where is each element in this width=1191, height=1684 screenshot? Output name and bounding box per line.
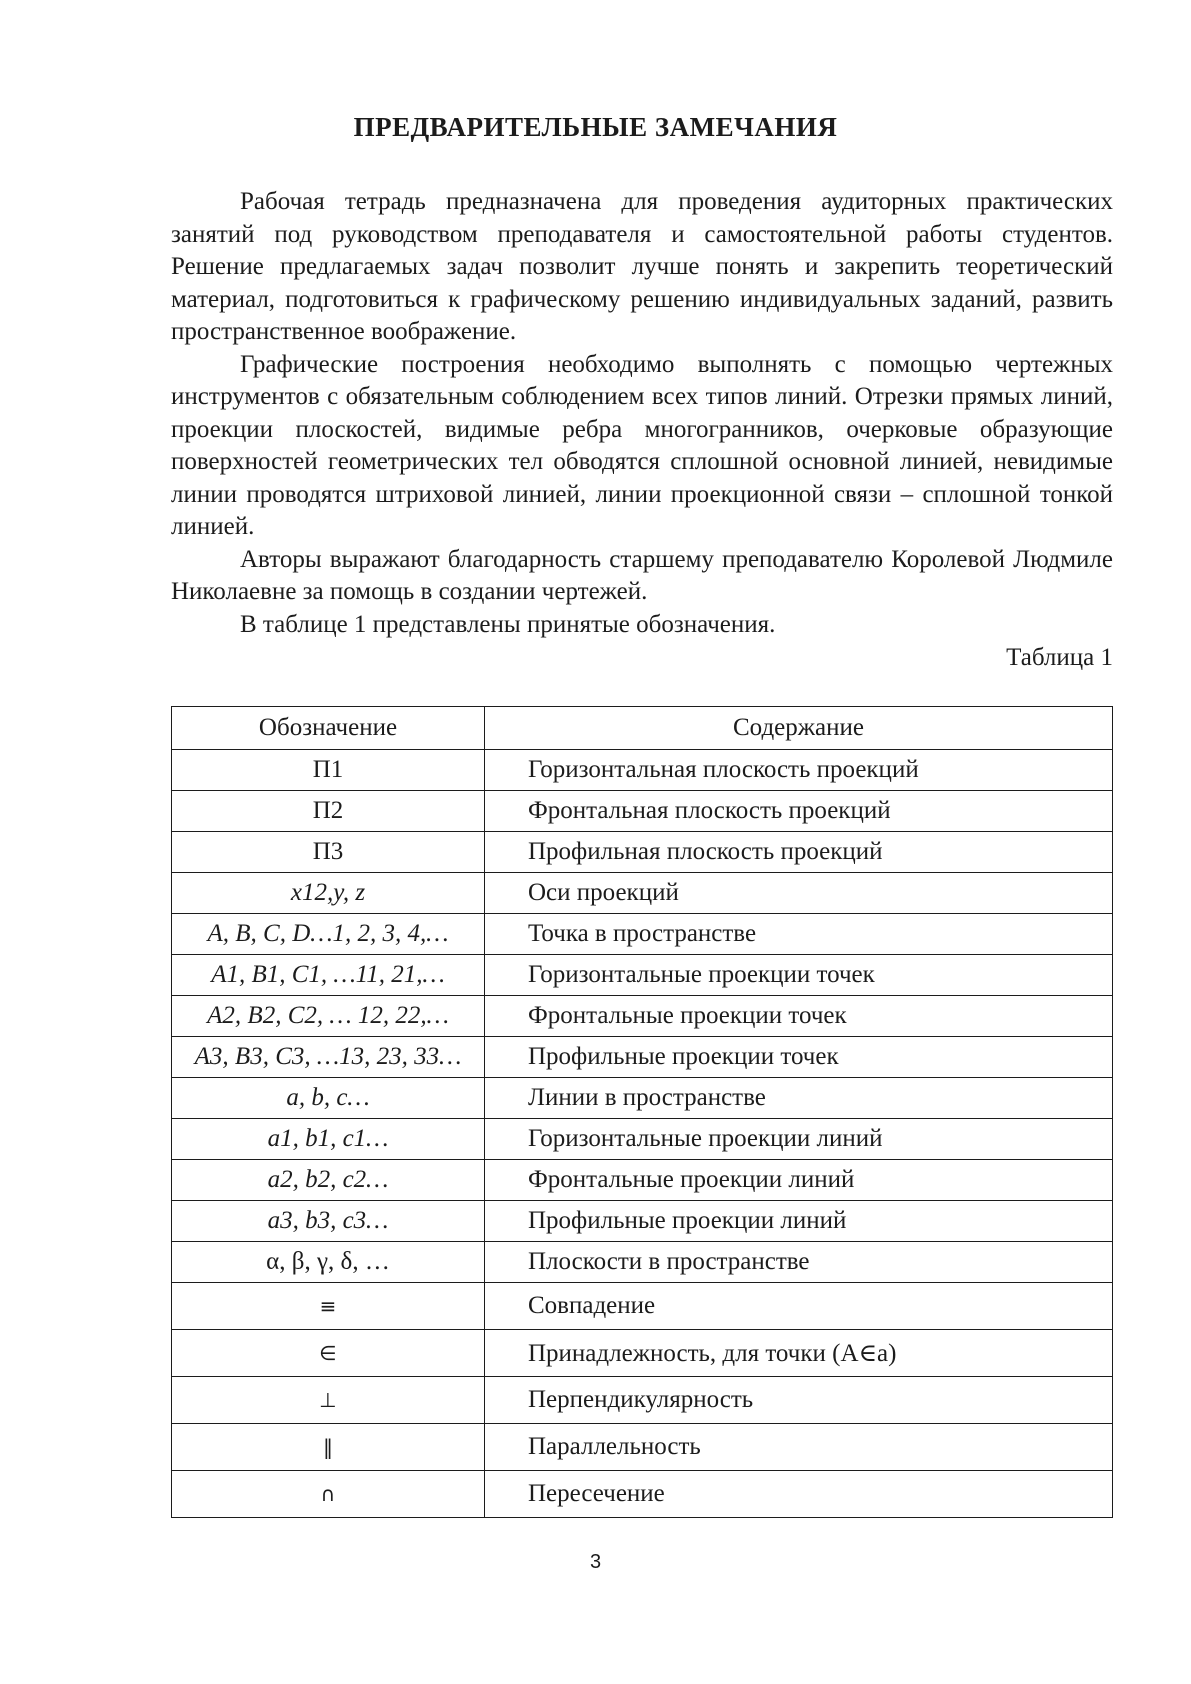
- table-row: [172, 1160, 1113, 1201]
- symbol-cell: [172, 750, 485, 791]
- table-row: [172, 955, 1113, 996]
- symbol-cell: [172, 1330, 485, 1377]
- symbol-text: ∈: [319, 1341, 337, 1365]
- table-row: [172, 1119, 1113, 1160]
- meaning-cell: Фронтальная плоскость проекций: [485, 791, 1113, 832]
- page-number: 3: [589, 1551, 602, 1573]
- symbol-cell: [172, 1471, 485, 1518]
- paragraph: Рабочая тетрадь предназначена для проведения аудиторных практических занятий под руководством преподавателя и самостоятельной работы студентов. Решение предлагаемых задач позволит лучше понять и закрепить теоретический материал, подготовиться к графическому решению индивидуальных заданий, развить пространственное воображение.: [171, 188, 1113, 345]
- symbol-text: П2: [312, 797, 344, 824]
- meaning-cell: Горизонтальные проекции линий: [485, 1119, 1113, 1160]
- meaning-cell: Параллельность: [485, 1424, 1113, 1471]
- symbol-text: ≡: [319, 1294, 337, 1318]
- table-row: [172, 1424, 1113, 1471]
- table-header-row: [172, 707, 1113, 750]
- symbol-text: a1, b1, c1…: [267, 1125, 389, 1152]
- table-row: [172, 1201, 1113, 1242]
- paragraph: В таблице 1 представлены принятые обозначения.: [240, 610, 776, 638]
- meaning-cell: Пересечение: [485, 1471, 1113, 1518]
- page-title: ПРЕДВАРИТЕЛЬНЫЕ ЗАМЕЧАНИЯ: [353, 112, 838, 142]
- meaning-cell: Фронтальные проекции линий: [485, 1160, 1113, 1201]
- symbol-cell: [172, 873, 485, 914]
- table-row: [172, 1471, 1113, 1518]
- table-row: [172, 1037, 1113, 1078]
- symbol-cell: [172, 1037, 485, 1078]
- table-row: [172, 791, 1113, 832]
- table-row: [172, 914, 1113, 955]
- symbol-cell: [172, 914, 485, 955]
- symbol-text: a3, b3, c3…: [267, 1207, 389, 1234]
- symbol-text: A2, B2, C2, … 12, 22,…: [207, 1002, 449, 1029]
- symbol-cell: [172, 791, 485, 832]
- meaning-cell: Линии в пространстве: [485, 1078, 1113, 1119]
- symbol-cell: [172, 1201, 485, 1242]
- symbol-text: x12,y, z: [290, 879, 366, 906]
- meaning-cell: Горизонтальная плоскость проекций: [485, 750, 1113, 791]
- symbol-cell: [172, 955, 485, 996]
- symbol-text: A1, B1, C1, …11, 21,…: [211, 961, 445, 988]
- header-meaning: Содержание: [485, 707, 1113, 750]
- symbol-text: П3: [312, 838, 344, 865]
- meaning-cell: Точка в пространстве: [485, 914, 1113, 955]
- symbol-cell: [172, 1242, 485, 1283]
- meaning-cell: Фронтальные проекции точек: [485, 996, 1113, 1037]
- meaning-cell: Принадлежность, для точки (A∈a): [485, 1330, 1113, 1377]
- table-row: [172, 1078, 1113, 1119]
- table-row: [172, 750, 1113, 791]
- paragraph: Графические построения необходимо выполнять с помощью чертежных инструментов с обязательным соблюдением всех типов линий. Отрезки прямых линий, проекции плоскостей, видимые ребра многогранников, очерковые образующие поверхностей геометрических тел обводятся сплошной основной линией, невидимые линии проводятся штриховой линией, линии проекционной связи – сплошной тонкой линией.: [171, 350, 1113, 540]
- symbol-text: ⊥: [319, 1388, 337, 1412]
- table-row: [172, 832, 1113, 873]
- meaning-cell: Профильные проекции точек: [485, 1037, 1113, 1078]
- symbol-cell: [172, 1283, 485, 1330]
- symbol-text: П1: [312, 756, 344, 783]
- symbol-text: a2, b2, c2…: [267, 1166, 389, 1193]
- meaning-cell: Совпадение: [485, 1283, 1113, 1330]
- header-symbol: Обозначение: [172, 707, 485, 750]
- symbol-cell: [172, 1160, 485, 1201]
- meaning-cell: Плоскости в пространстве: [485, 1242, 1113, 1283]
- meaning-cell: Горизонтальные проекции точек: [485, 955, 1113, 996]
- paragraph: Авторы выражают благодарность старшему преподавателю Королевой Людмиле Николаевне за помощь в создании чертежей.: [171, 545, 1113, 605]
- meaning-cell: Профильная плоскость проекций: [485, 832, 1113, 873]
- table-row: [172, 1242, 1113, 1283]
- table-row: [172, 873, 1113, 914]
- symbol-text: A, B, C, D…1, 2, 3, 4,…: [207, 920, 449, 947]
- table-body: [172, 750, 1113, 1518]
- symbol-cell: [172, 1377, 485, 1424]
- symbol-text: ‖: [323, 1435, 333, 1459]
- symbol-cell: [172, 996, 485, 1037]
- table-row: [172, 1330, 1113, 1377]
- symbol-cell: [172, 832, 485, 873]
- meaning-cell: Оси проекций: [485, 873, 1113, 914]
- table-row: [172, 996, 1113, 1037]
- table-row: [172, 1283, 1113, 1330]
- symbol-text: ∩: [320, 1482, 336, 1506]
- symbol-text: a, b, c…: [286, 1084, 370, 1111]
- intro-text: [171, 186, 1113, 641]
- table-caption: Таблица 1: [1006, 644, 1113, 671]
- meaning-cell: Профильные проекции линий: [485, 1201, 1113, 1242]
- symbol-text: α, β, γ, δ, …: [266, 1248, 390, 1275]
- meaning-cell: Перпендикулярность: [485, 1377, 1113, 1424]
- symbol-cell: [172, 1078, 485, 1119]
- table-row: [172, 1377, 1113, 1424]
- symbol-text: A3, B3, C3, …13, 23, 33…: [194, 1043, 462, 1070]
- notation-table: [171, 706, 1113, 1518]
- symbol-cell: [172, 1119, 485, 1160]
- symbol-cell: [172, 1424, 485, 1471]
